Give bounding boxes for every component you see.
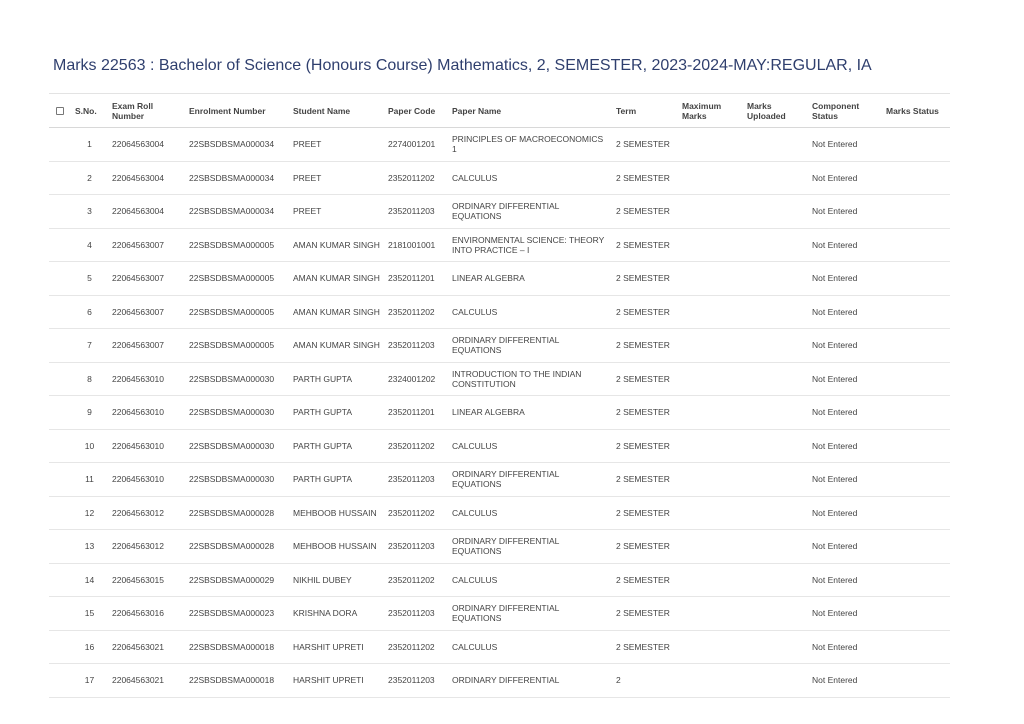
- table-row[interactable]: [49, 195, 950, 229]
- row-paper-code: 2352011201: [384, 262, 448, 296]
- table-row[interactable]: [49, 563, 950, 597]
- row-enrolment: 22SBSDBSMA000034: [185, 195, 289, 229]
- row-paper-code: 2352011202: [384, 429, 448, 463]
- row-student-name: PARTH GUPTA: [289, 429, 384, 463]
- row-component-status: Not Entered: [808, 195, 882, 229]
- row-student-name: PARTH GUPTA: [289, 362, 384, 396]
- row-exam-roll: 22064563015: [108, 563, 185, 597]
- row-enrolment: 22SBSDBSMA000030: [185, 362, 289, 396]
- row-paper-code: 2352011203: [384, 463, 448, 497]
- row-checkbox-cell: [49, 295, 71, 329]
- row-sno: 16: [71, 630, 108, 664]
- row-exam-roll: 22064563021: [108, 630, 185, 664]
- row-checkbox-cell: [49, 530, 71, 564]
- row-exam-roll: 22064563012: [108, 530, 185, 564]
- row-marks-status: [882, 295, 950, 329]
- row-checkbox-cell: [49, 362, 71, 396]
- row-term: 2 SEMESTER: [612, 362, 678, 396]
- table-row[interactable]: [49, 429, 950, 463]
- table-row[interactable]: [49, 161, 950, 195]
- row-checkbox-cell: [49, 228, 71, 262]
- row-marks-uploaded: [743, 128, 808, 162]
- row-paper-name: CALCULUS: [448, 295, 612, 329]
- row-marks-status: [882, 396, 950, 430]
- row-paper-name: CALCULUS: [448, 496, 612, 530]
- table-row[interactable]: [49, 362, 950, 396]
- row-student-name: PREET: [289, 161, 384, 195]
- row-marks-status: [882, 228, 950, 262]
- row-term: 2 SEMESTER: [612, 463, 678, 497]
- row-term: 2: [612, 664, 678, 698]
- row-term: 2 SEMESTER: [612, 295, 678, 329]
- row-marks-uploaded: [743, 429, 808, 463]
- row-component-status: Not Entered: [808, 664, 882, 698]
- row-max-marks: [678, 295, 743, 329]
- row-sno: 2: [71, 161, 108, 195]
- row-marks-status: [882, 630, 950, 664]
- row-marks-uploaded: [743, 630, 808, 664]
- row-paper-code: 2352011203: [384, 329, 448, 363]
- row-sno: 17: [71, 664, 108, 698]
- row-student-name: AMAN KUMAR SINGH: [289, 228, 384, 262]
- row-max-marks: [678, 228, 743, 262]
- row-component-status: Not Entered: [808, 362, 882, 396]
- row-enrolment: 22SBSDBSMA000028: [185, 496, 289, 530]
- table-row[interactable]: [49, 496, 950, 530]
- row-enrolment: 22SBSDBSMA000005: [185, 329, 289, 363]
- row-student-name: PREET: [289, 128, 384, 162]
- row-student-name: PARTH GUPTA: [289, 396, 384, 430]
- row-checkbox-cell: [49, 664, 71, 698]
- row-sno: 12: [71, 496, 108, 530]
- row-checkbox-cell: [49, 195, 71, 229]
- row-term: 2 SEMESTER: [612, 429, 678, 463]
- row-marks-uploaded: [743, 396, 808, 430]
- row-term: 2 SEMESTER: [612, 128, 678, 162]
- row-enrolment: 22SBSDBSMA000030: [185, 429, 289, 463]
- row-marks-status: [882, 496, 950, 530]
- row-max-marks: [678, 563, 743, 597]
- row-exam-roll: 22064563007: [108, 295, 185, 329]
- marks-table-container: [49, 93, 950, 686]
- row-component-status: Not Entered: [808, 463, 882, 497]
- row-max-marks: [678, 597, 743, 631]
- row-max-marks: [678, 664, 743, 698]
- row-student-name: PREET: [289, 195, 384, 229]
- row-student-name: NIKHIL DUBEY: [289, 563, 384, 597]
- row-max-marks: [678, 429, 743, 463]
- table-row[interactable]: [49, 128, 950, 162]
- row-exam-roll: 22064563004: [108, 195, 185, 229]
- row-marks-uploaded: [743, 228, 808, 262]
- row-term: 2 SEMESTER: [612, 161, 678, 195]
- row-checkbox-cell: [49, 262, 71, 296]
- table-row[interactable]: [49, 530, 950, 564]
- col-term: Term: [612, 94, 678, 128]
- row-marks-uploaded: [743, 295, 808, 329]
- row-marks-uploaded: [743, 463, 808, 497]
- row-paper-name: ORDINARY DIFFERENTIAL EQUATIONS: [448, 597, 612, 631]
- row-paper-name: CALCULUS: [448, 429, 612, 463]
- row-checkbox-cell: [49, 563, 71, 597]
- col-max-marks: Maximum Marks: [678, 94, 743, 128]
- col-marks-status: Marks Status: [882, 94, 950, 128]
- row-sno: 10: [71, 429, 108, 463]
- row-checkbox-cell: [49, 329, 71, 363]
- row-sno: 14: [71, 563, 108, 597]
- table-row[interactable]: [49, 597, 950, 631]
- row-enrolment: 22SBSDBSMA000018: [185, 664, 289, 698]
- col-sno: S.No.: [71, 94, 108, 128]
- row-exam-roll: 22064563012: [108, 496, 185, 530]
- row-paper-code: 2352011203: [384, 664, 448, 698]
- row-paper-name: INTRODUCTION TO THE INDIAN CONSTITUTION: [448, 362, 612, 396]
- row-exam-roll: 22064563004: [108, 128, 185, 162]
- row-checkbox-cell: [49, 161, 71, 195]
- row-marks-status: [882, 664, 950, 698]
- row-exam-roll: 22064563010: [108, 463, 185, 497]
- row-marks-uploaded: [743, 161, 808, 195]
- row-marks-status: [882, 262, 950, 296]
- row-enrolment: 22SBSDBSMA000028: [185, 530, 289, 564]
- row-student-name: KRISHNA DORA: [289, 597, 384, 631]
- row-exam-roll: 22064563010: [108, 362, 185, 396]
- row-paper-code: 2352011202: [384, 295, 448, 329]
- row-student-name: MEHBOOB HUSSAIN: [289, 496, 384, 530]
- row-paper-code: 2352011202: [384, 496, 448, 530]
- row-term: 2 SEMESTER: [612, 597, 678, 631]
- row-marks-status: [882, 195, 950, 229]
- row-marks-uploaded: [743, 496, 808, 530]
- row-paper-code: 2352011203: [384, 597, 448, 631]
- row-paper-name: CALCULUS: [448, 161, 612, 195]
- row-paper-code: 2181001001: [384, 228, 448, 262]
- row-paper-name: ENVIRONMENTAL SCIENCE: THEORY INTO PRACTICE – I: [448, 228, 612, 262]
- row-student-name: HARSHIT UPRETI: [289, 630, 384, 664]
- row-exam-roll: 22064563007: [108, 228, 185, 262]
- row-sno: 4: [71, 228, 108, 262]
- row-max-marks: [678, 128, 743, 162]
- row-marks-status: [882, 530, 950, 564]
- row-enrolment: 22SBSDBSMA000023: [185, 597, 289, 631]
- row-component-status: Not Entered: [808, 530, 882, 564]
- row-checkbox-cell: [49, 396, 71, 430]
- table-row[interactable]: [49, 396, 950, 430]
- row-component-status: Not Entered: [808, 630, 882, 664]
- row-paper-code: 2324001202: [384, 362, 448, 396]
- row-paper-code: 2352011203: [384, 530, 448, 564]
- row-marks-status: [882, 362, 950, 396]
- row-sno: 6: [71, 295, 108, 329]
- row-component-status: Not Entered: [808, 429, 882, 463]
- row-max-marks: [678, 496, 743, 530]
- row-marks-status: [882, 128, 950, 162]
- row-paper-code: 2352011202: [384, 161, 448, 195]
- row-student-name: MEHBOOB HUSSAIN: [289, 530, 384, 564]
- row-marks-uploaded: [743, 597, 808, 631]
- row-sno: 5: [71, 262, 108, 296]
- row-paper-name: LINEAR ALGEBRA: [448, 396, 612, 430]
- col-marks-uploaded: Marks Uploaded: [743, 94, 808, 128]
- select-all-checkbox[interactable]: [56, 107, 64, 115]
- row-marks-uploaded: [743, 195, 808, 229]
- row-term: 2 SEMESTER: [612, 329, 678, 363]
- row-checkbox-cell: [49, 496, 71, 530]
- row-marks-status: [882, 597, 950, 631]
- row-paper-name: ORDINARY DIFFERENTIAL: [448, 664, 612, 698]
- row-term: 2 SEMESTER: [612, 396, 678, 430]
- row-marks-status: [882, 429, 950, 463]
- row-component-status: Not Entered: [808, 262, 882, 296]
- row-enrolment: 22SBSDBSMA000030: [185, 396, 289, 430]
- row-paper-name: ORDINARY DIFFERENTIAL EQUATIONS: [448, 329, 612, 363]
- row-paper-name: CALCULUS: [448, 630, 612, 664]
- row-paper-code: 2274001201: [384, 128, 448, 162]
- row-sno: 11: [71, 463, 108, 497]
- row-term: 2 SEMESTER: [612, 496, 678, 530]
- row-paper-name: ORDINARY DIFFERENTIAL EQUATIONS: [448, 463, 612, 497]
- table-row[interactable]: [49, 262, 950, 296]
- row-sno: 7: [71, 329, 108, 363]
- table-row[interactable]: [49, 295, 950, 329]
- row-paper-code: 2352011202: [384, 563, 448, 597]
- row-enrolment: 22SBSDBSMA000005: [185, 262, 289, 296]
- row-sno: 3: [71, 195, 108, 229]
- row-student-name: AMAN KUMAR SINGH: [289, 295, 384, 329]
- row-sno: 1: [71, 128, 108, 162]
- row-marks-uploaded: [743, 563, 808, 597]
- row-component-status: Not Entered: [808, 563, 882, 597]
- row-max-marks: [678, 161, 743, 195]
- row-paper-name: ORDINARY DIFFERENTIAL EQUATIONS: [448, 530, 612, 564]
- row-max-marks: [678, 262, 743, 296]
- row-student-name: PARTH GUPTA: [289, 463, 384, 497]
- row-component-status: Not Entered: [808, 161, 882, 195]
- row-marks-status: [882, 329, 950, 363]
- row-sno: 8: [71, 362, 108, 396]
- row-student-name: AMAN KUMAR SINGH: [289, 329, 384, 363]
- row-checkbox-cell: [49, 630, 71, 664]
- row-component-status: Not Entered: [808, 496, 882, 530]
- row-component-status: Not Entered: [808, 396, 882, 430]
- row-checkbox-cell: [49, 597, 71, 631]
- row-exam-roll: 22064563007: [108, 329, 185, 363]
- table-row[interactable]: [49, 329, 950, 363]
- table-row[interactable]: [49, 228, 950, 262]
- page-title: Marks 22563 : Bachelor of Science (Honours Course) Mathematics, 2, SEMESTER, 2023-2024-MAY:REGULAR, IA: [53, 57, 872, 74]
- row-sno: 9: [71, 396, 108, 430]
- row-student-name: AMAN KUMAR SINGH: [289, 262, 384, 296]
- row-term: 2 SEMESTER: [612, 563, 678, 597]
- row-marks-uploaded: [743, 664, 808, 698]
- row-component-status: Not Entered: [808, 128, 882, 162]
- row-checkbox-cell: [49, 429, 71, 463]
- row-paper-name: LINEAR ALGEBRA: [448, 262, 612, 296]
- row-paper-code: 2352011202: [384, 630, 448, 664]
- row-marks-uploaded: [743, 362, 808, 396]
- row-term: 2 SEMESTER: [612, 228, 678, 262]
- row-max-marks: [678, 329, 743, 363]
- row-max-marks: [678, 396, 743, 430]
- row-marks-status: [882, 463, 950, 497]
- row-term: 2 SEMESTER: [612, 195, 678, 229]
- row-term: 2 SEMESTER: [612, 262, 678, 296]
- row-component-status: Not Entered: [808, 329, 882, 363]
- row-paper-name: CALCULUS: [448, 563, 612, 597]
- col-paper-code: Paper Code: [384, 94, 448, 128]
- row-component-status: Not Entered: [808, 597, 882, 631]
- table-header-row: [49, 94, 950, 128]
- row-enrolment: 22SBSDBSMA000030: [185, 463, 289, 497]
- row-sno: 15: [71, 597, 108, 631]
- row-marks-status: [882, 161, 950, 195]
- row-enrolment: 22SBSDBSMA000018: [185, 630, 289, 664]
- row-term: 2 SEMESTER: [612, 530, 678, 564]
- row-max-marks: [678, 463, 743, 497]
- row-paper-code: 2352011201: [384, 396, 448, 430]
- row-exam-roll: 22064563004: [108, 161, 185, 195]
- table-row[interactable]: [49, 463, 950, 497]
- col-paper-name: Paper Name: [448, 94, 612, 128]
- col-exam-roll: Exam Roll Number: [108, 94, 185, 128]
- row-enrolment: 22SBSDBSMA000034: [185, 128, 289, 162]
- row-exam-roll: 22064563007: [108, 262, 185, 296]
- row-max-marks: [678, 530, 743, 564]
- row-exam-roll: 22064563010: [108, 429, 185, 463]
- row-checkbox-cell: [49, 128, 71, 162]
- row-max-marks: [678, 195, 743, 229]
- row-marks-uploaded: [743, 262, 808, 296]
- row-student-name: HARSHIT UPRETI: [289, 664, 384, 698]
- row-max-marks: [678, 362, 743, 396]
- row-exam-roll: 22064563021: [108, 664, 185, 698]
- table-row[interactable]: [49, 630, 950, 664]
- row-paper-name: ORDINARY DIFFERENTIAL EQUATIONS: [448, 195, 612, 229]
- row-paper-code: 2352011203: [384, 195, 448, 229]
- row-max-marks: [678, 630, 743, 664]
- select-all-checkbox-cell[interactable]: [49, 94, 71, 128]
- row-exam-roll: 22064563016: [108, 597, 185, 631]
- row-marks-uploaded: [743, 530, 808, 564]
- row-checkbox-cell: [49, 463, 71, 497]
- row-component-status: Not Entered: [808, 295, 882, 329]
- marks-table: [49, 93, 950, 698]
- row-term: 2 SEMESTER: [612, 630, 678, 664]
- row-enrolment: 22SBSDBSMA000005: [185, 295, 289, 329]
- col-enrolment: Enrolment Number: [185, 94, 289, 128]
- row-component-status: Not Entered: [808, 228, 882, 262]
- row-marks-uploaded: [743, 329, 808, 363]
- table-body: [49, 128, 950, 698]
- row-enrolment: 22SBSDBSMA000029: [185, 563, 289, 597]
- row-sno: 13: [71, 530, 108, 564]
- row-marks-status: [882, 563, 950, 597]
- row-enrolment: 22SBSDBSMA000005: [185, 228, 289, 262]
- table-row[interactable]: [49, 664, 950, 698]
- row-paper-name: PRINCIPLES OF MACROECONOMICS 1: [448, 128, 612, 162]
- row-enrolment: 22SBSDBSMA000034: [185, 161, 289, 195]
- row-exam-roll: 22064563010: [108, 396, 185, 430]
- col-component-status: Component Status: [808, 94, 882, 128]
- col-student-name: Student Name: [289, 94, 384, 128]
